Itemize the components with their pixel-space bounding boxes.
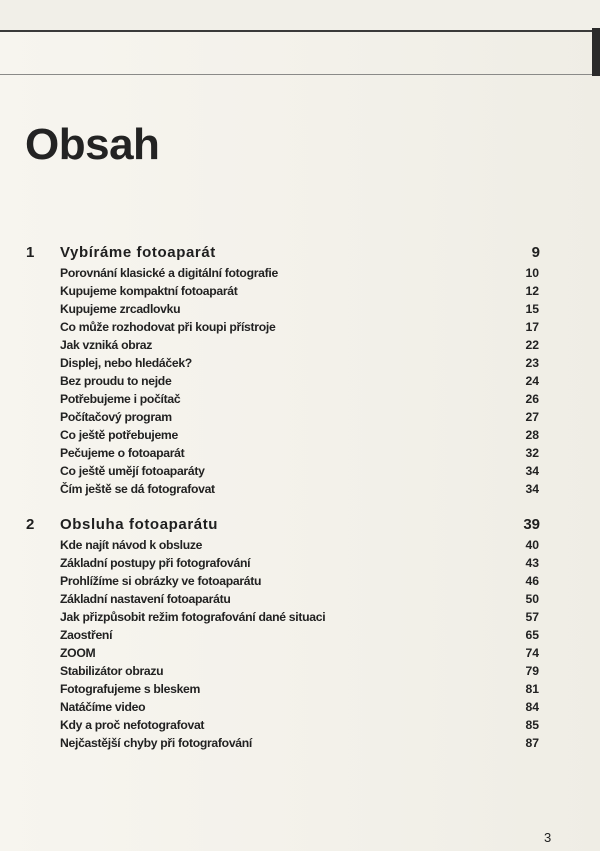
toc-entry bbox=[0, 736, 600, 754]
chapter-heading bbox=[0, 244, 600, 266]
toc-entry-page: 34 bbox=[525, 464, 539, 478]
header-rule-top bbox=[0, 30, 592, 32]
toc-entry-page: 43 bbox=[525, 556, 539, 570]
toc-entry-title: Fotografujeme s bleskem bbox=[60, 682, 201, 696]
chapter-number: 1 bbox=[26, 244, 35, 261]
toc-entry-title: Co ještě potřebujeme bbox=[60, 428, 178, 442]
toc-entry-title: Kupujeme kompaktní fotoaparát bbox=[60, 284, 238, 298]
toc-entry-page: 34 bbox=[525, 482, 539, 496]
toc-entry-page: 27 bbox=[525, 410, 539, 424]
toc-entry-title: Potřebujeme i počítač bbox=[60, 392, 181, 406]
toc-entry bbox=[0, 320, 600, 338]
toc-entry-title: Stabilizátor obrazu bbox=[60, 664, 164, 678]
toc-entry-title: Kde najít návod k obsluze bbox=[60, 538, 203, 552]
header-band bbox=[0, 0, 600, 30]
toc-entry bbox=[0, 574, 600, 592]
toc-entry bbox=[0, 718, 600, 736]
toc-entry-page: 50 bbox=[525, 592, 539, 606]
toc-entry bbox=[0, 338, 600, 356]
toc-entry-title: Nejčastější chyby při fotografování bbox=[60, 736, 253, 750]
toc-entry-title: Natáčíme video bbox=[60, 700, 146, 714]
toc-entry-page: 81 bbox=[525, 682, 539, 696]
toc-entry bbox=[0, 592, 600, 610]
toc-entry bbox=[0, 284, 600, 302]
toc-entry bbox=[0, 682, 600, 700]
toc-entry-page: 17 bbox=[525, 320, 539, 334]
toc-entry bbox=[0, 610, 600, 628]
toc-entry bbox=[0, 538, 600, 556]
toc-entry-page: 40 bbox=[525, 538, 539, 552]
toc-entry-title: Kupujeme zrcadlovku bbox=[60, 302, 181, 316]
toc-entry bbox=[0, 628, 600, 646]
chapter-1 bbox=[0, 244, 600, 500]
toc-entry-page: 12 bbox=[525, 284, 539, 298]
toc-entry-title: Jak přizpůsobit režim fotografování dané situaci bbox=[60, 610, 326, 624]
toc-entry-page: 23 bbox=[525, 356, 539, 370]
toc-entry-page: 32 bbox=[525, 446, 539, 460]
toc-entry-page: 24 bbox=[525, 374, 539, 388]
toc-entry-title: Jak vzniká obraz bbox=[60, 338, 153, 352]
toc-entry bbox=[0, 482, 600, 500]
page-number: 3 bbox=[544, 830, 552, 845]
toc-entry-title: Čím ještě se dá fotografovat bbox=[60, 482, 215, 496]
toc-entry-page: 84 bbox=[525, 700, 539, 714]
chapter-page: 39 bbox=[523, 516, 540, 533]
toc-entry bbox=[0, 464, 600, 482]
toc-entry bbox=[0, 700, 600, 718]
toc-entry-page: 22 bbox=[525, 338, 539, 352]
toc-entry-title: Co může rozhodovat při koupi přístroje bbox=[60, 320, 276, 334]
toc-entry-title: Počítačový program bbox=[60, 410, 172, 424]
chapter-heading bbox=[0, 516, 600, 538]
toc-entry bbox=[0, 266, 600, 284]
toc-entry-page: 15 bbox=[525, 302, 539, 316]
toc-entry-title: Kdy a proč nefotografovat bbox=[60, 718, 205, 732]
chapter-page: 9 bbox=[531, 244, 540, 261]
toc-entry-page: 10 bbox=[525, 266, 539, 280]
toc-entry bbox=[0, 664, 600, 682]
toc-entry-title: Zaostření bbox=[60, 628, 113, 642]
toc-entry-title: ZOOM bbox=[60, 646, 96, 660]
toc-entry bbox=[0, 446, 600, 464]
header-rule-bottom bbox=[0, 74, 592, 75]
toc-entry-page: 74 bbox=[525, 646, 539, 660]
toc-entry bbox=[0, 392, 600, 410]
toc-entry bbox=[0, 374, 600, 392]
toc-entry-title: Pečujeme o fotoaparát bbox=[60, 446, 185, 460]
toc-entry-title: Bez proudu to nejde bbox=[60, 374, 172, 388]
toc-entry-page: 57 bbox=[525, 610, 539, 624]
toc-entry bbox=[0, 356, 600, 374]
toc-entry-title: Prohlížíme si obrázky ve fotoaparátu bbox=[60, 574, 262, 588]
chapter-2 bbox=[0, 516, 600, 754]
chapter-title: Vybíráme fotoaparát bbox=[60, 244, 216, 261]
toc-entry-title: Základní postupy při fotografování bbox=[60, 556, 251, 570]
toc-entry-title: Základní nastavení fotoaparátu bbox=[60, 592, 231, 606]
toc-entry-title: Porovnání klasické a digitální fotografie bbox=[60, 266, 278, 280]
toc-entry-page: 87 bbox=[525, 736, 539, 750]
chapter-number: 2 bbox=[26, 516, 35, 533]
toc-entry-page: 85 bbox=[525, 718, 539, 732]
toc-entry-page: 28 bbox=[525, 428, 539, 442]
toc-entry-page: 79 bbox=[525, 664, 539, 678]
toc-entry bbox=[0, 556, 600, 574]
chapter-title: Obsluha fotoaparátu bbox=[60, 516, 219, 533]
edge-tab-marker bbox=[592, 28, 600, 76]
toc-entry bbox=[0, 302, 600, 320]
toc-entry-page: 46 bbox=[525, 574, 539, 588]
toc-entry-title: Displej, nebo hledáček? bbox=[60, 356, 192, 370]
toc-entry bbox=[0, 410, 600, 428]
toc-entry-title: Co ještě umějí fotoaparáty bbox=[60, 464, 205, 478]
toc-entry bbox=[0, 646, 600, 664]
toc-entry bbox=[0, 428, 600, 446]
toc-entry-page: 65 bbox=[525, 628, 539, 642]
page-title: Obsah bbox=[25, 120, 160, 169]
toc-entry-page: 26 bbox=[525, 392, 539, 406]
